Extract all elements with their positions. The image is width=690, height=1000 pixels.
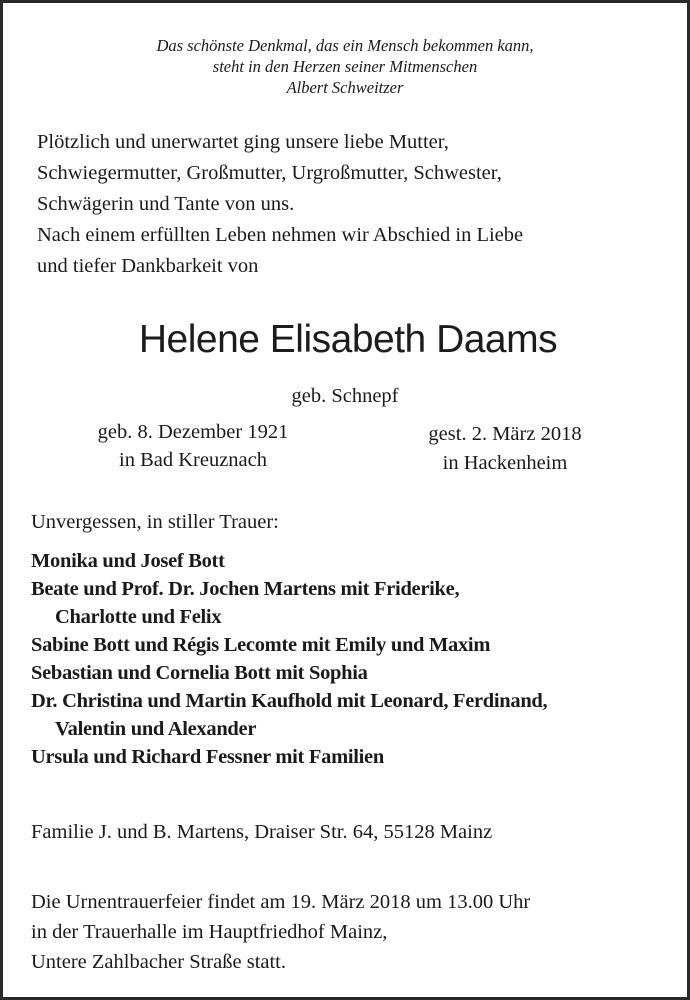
- intro-line: und tiefer Dankbarkeit von: [37, 255, 259, 277]
- mourner-line: Monika und Josef Bott: [31, 550, 225, 572]
- mourner-line: Ursula und Richard Fessner mit Familien: [31, 746, 384, 768]
- quote-line: Das schönste Denkmal, das ein Mensch bekommen kann,: [156, 36, 534, 55]
- quote-line: steht in den Herzen seiner Mitmenschen: [212, 57, 478, 76]
- deceased-name: Helene Elisabeth Daams: [138, 318, 558, 361]
- mourner-line: Sebastian und Cornelia Bott mit Sophia: [31, 662, 368, 684]
- birth-date: geb. 8. Dezember 1921: [97, 421, 289, 443]
- mourner-line: Dr. Christina und Martin Kaufhold mit Leonard, Ferdinand,: [31, 690, 548, 712]
- mourner-line: Beate und Prof. Dr. Jochen Martens mit Friderike,: [31, 578, 460, 600]
- mourner-line: Sabine Bott und Régis Lecomte mit Emily und Maxim: [31, 634, 491, 656]
- death-place: in Hackenheim: [442, 452, 568, 474]
- ceremony-line: Untere Zahlbacher Straße statt.: [31, 951, 286, 973]
- mourner-line: Charlotte und Felix: [55, 606, 222, 628]
- birth-place: in Bad Kreuznach: [119, 449, 267, 471]
- intro-line: Nach einem erfüllten Leben nehmen wir Abschied in Liebe: [37, 224, 524, 246]
- mourning-intro: Unvergessen, in stiller Trauer:: [31, 511, 279, 533]
- intro-line: Schwiegermutter, Großmutter, Urgroßmutter, Schwester,: [37, 162, 502, 184]
- family-address: Familie J. und B. Martens, Draiser Str. 64, 55128 Mainz: [31, 821, 493, 843]
- mourner-line: Valentin und Alexander: [55, 718, 257, 740]
- ceremony-line: in der Trauerhalle im Hauptfriedhof Mainz,: [31, 921, 388, 943]
- death-date: gest. 2. März 2018: [428, 423, 582, 445]
- quote-author: Albert Schweitzer: [286, 78, 404, 97]
- ceremony-line: Die Urnentrauerfeier findet am 19. März 2018 um 13.00 Uhr: [31, 891, 531, 913]
- intro-line: Plötzlich und unerwartet ging unsere liebe Mutter,: [37, 131, 449, 153]
- intro-line: Schwägerin und Tante von uns.: [37, 193, 295, 215]
- maiden-name: geb. Schnepf: [291, 385, 399, 407]
